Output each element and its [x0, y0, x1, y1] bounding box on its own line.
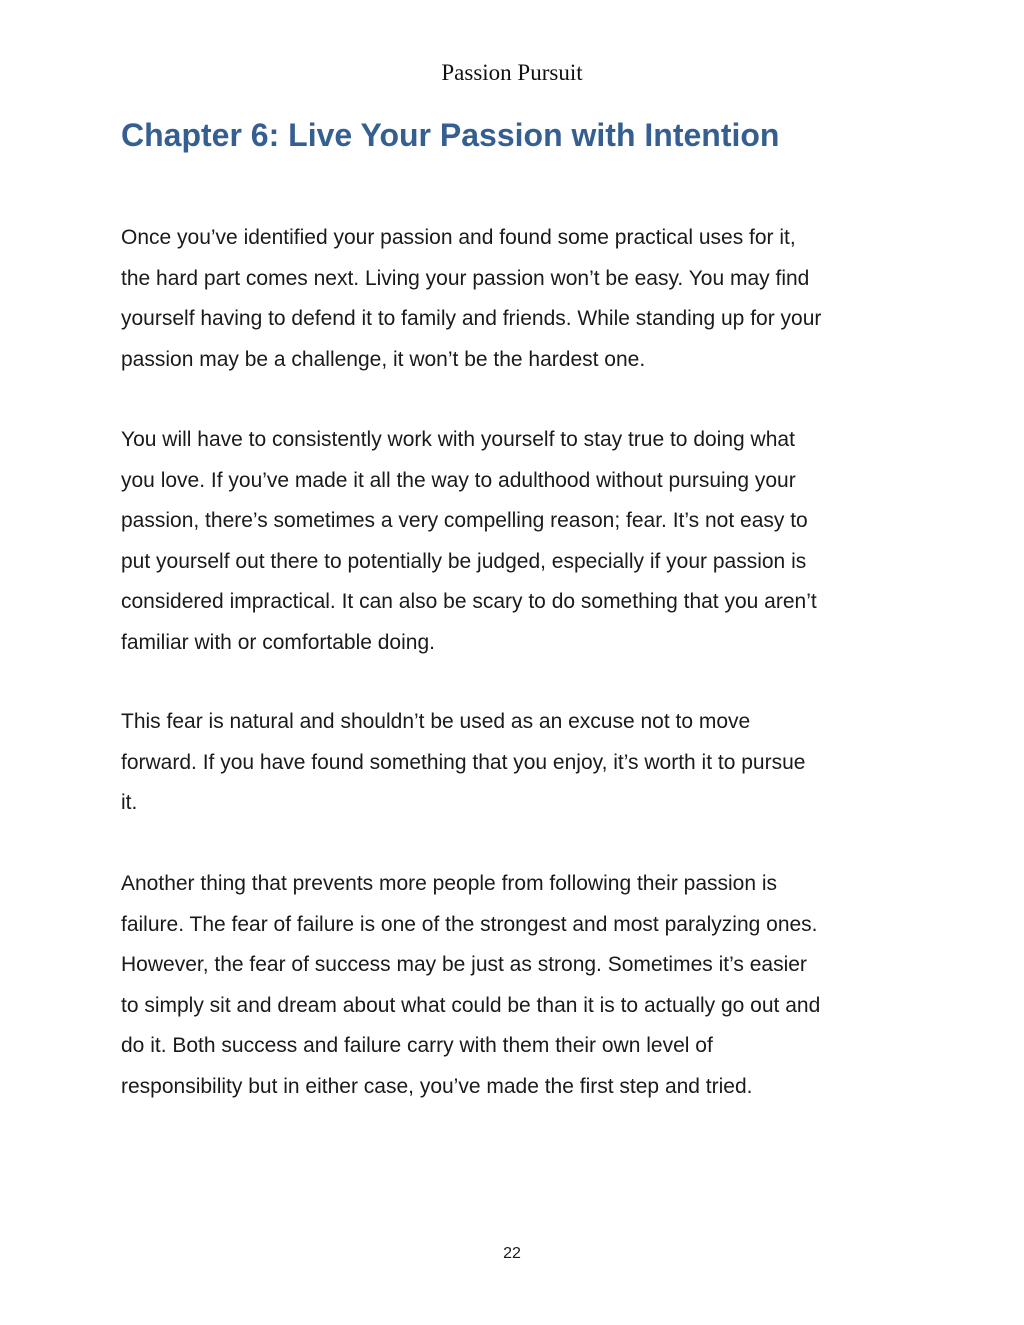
- text-line: to simply sit and dream about what could be than it is to actually go out and: [121, 993, 821, 1017]
- text-line: considered impractical. It can also be scary to do something that you aren’t: [121, 590, 817, 613]
- text-line: passion may be a challenge, it won’t be the hardest one.: [121, 347, 646, 371]
- page-number: 22: [503, 1245, 521, 1262]
- paragraph-4: [121, 864, 921, 1107]
- chapter-title: Chapter 6: Live Your Passion with Intention: [121, 117, 780, 153]
- paragraph-1: [121, 218, 921, 380]
- paragraph-2: [121, 420, 921, 663]
- text-line: it.: [121, 791, 138, 814]
- running-header: Passion Pursuit: [441, 60, 583, 85]
- text-line: passion, there’s sometimes a very compelling reason; fear. It’s not easy to: [121, 509, 808, 532]
- text-line: the hard part comes next. Living your passion won’t be easy. You may find: [121, 266, 810, 290]
- text-line: you love. If you’ve made it all the way to adulthood without pursuing your: [121, 468, 796, 492]
- text-line: This fear is natural and shouldn’t be used as an excuse not to move: [121, 710, 751, 733]
- paragraph-3: [121, 702, 921, 824]
- text-line: However, the fear of success may be just as strong. Sometimes it’s easier: [121, 953, 807, 976]
- text-line: failure. The fear of failure is one of the strongest and most paralyzing ones.: [121, 912, 818, 936]
- text-line: familiar with or comfortable doing.: [121, 630, 435, 654]
- text-line: You will have to consistently work with yourself to stay true to doing what: [121, 428, 795, 451]
- text-line: Once you’ve identified your passion and found some practical uses for it,: [121, 226, 796, 249]
- text-line: yourself having to defend it to family and friends. While standing up for your: [121, 307, 822, 330]
- text-line: Another thing that prevents more people from following their passion is: [121, 872, 778, 895]
- text-line: put yourself out there to potentially be judged, especially if your passion is: [121, 549, 807, 573]
- text-line: do it. Both success and failure carry with them their own level of: [121, 1034, 713, 1057]
- text-line: forward. If you have found something that you enjoy, it’s worth it to pursue: [121, 750, 806, 774]
- text-line: responsibility but in either case, you’ve made the first step and tried.: [121, 1074, 753, 1098]
